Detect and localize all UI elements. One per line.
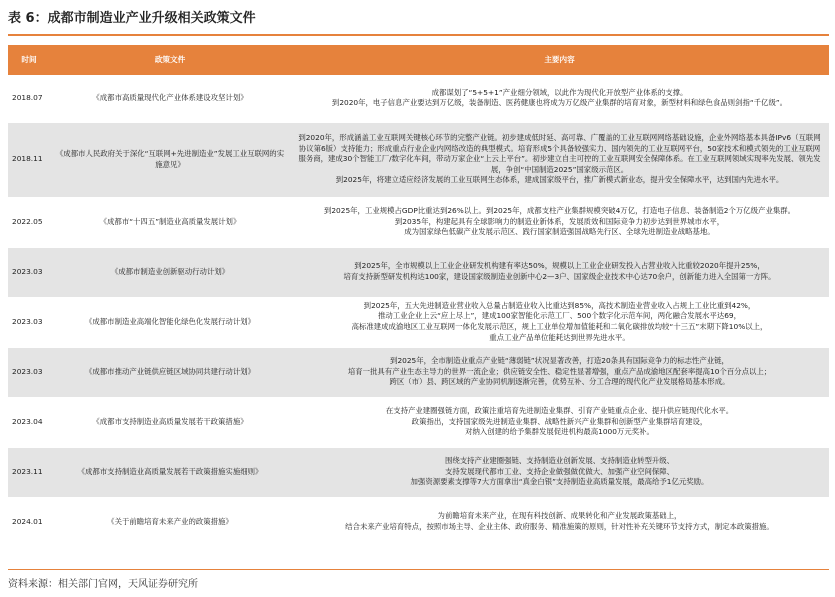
content-line: 为前瞻培育未来产业，在现有科技创新、成果转化和产业发展政策基础上， (437, 511, 682, 521)
header-policy-document: 政策文件 (50, 45, 290, 75)
content-line: 培育支持新型研发机构达100家，建设国家级制造业创新中心2—3户、国家级企业技术中心达70余户，创新能力进入全国第一方阵。 (343, 272, 776, 281)
content-line: 到2025年，将建立适应经济发展的工业互联网生态体系，建成国家级平台，推广新模式新业态，提升安全保障水平，达到国内先进水平。 (335, 175, 784, 185)
page-title: 表 6：成都市制造业产业升级相关政策文件 (8, 11, 256, 26)
content-line: 成为国家绿色低碳产业发展示范区、践行国家制造强国战略先行区、全球先进制造业战略基地。 (404, 227, 715, 237)
row-policy-document: 《成都市支持制造业高质量发展若干政策措施》 (50, 397, 290, 447)
table-row (8, 122, 829, 197)
row-main-content (290, 497, 829, 547)
content-line: 到2025年，全市制造业重点产业链“薄弱链”状况显著改善，打造20条具有国际竞争力的标志性产业链， (390, 356, 729, 366)
content-line: 加强资源要素支撑等7大方面拿出“真金白银”支持制造业高质量发展，最高给予1亿元奖励。 (410, 477, 709, 487)
row-time: 2023.03 (8, 247, 50, 297)
content-line: 到2035年，构建起具有全球影响力的制造业新体系，发展质效和国际竞争力初步达到世界城市水平， (394, 216, 725, 226)
content-line: 高标准建成成渝地区工业互联网一体化发展示范区，规上工业单位增加值能耗和二氧化碳排放均较“十三五”末期下降10%以上， (351, 322, 768, 331)
row-time: 2023.03 (8, 347, 50, 397)
content-line: 成都谋划了“5+5+1”产业细分领域，以此作为现代化开放型产业体系的支撑。 (431, 87, 688, 97)
content-line: 到2025年，五大先进制造业营业收入总量占制造业收入比重达到85%，高技术制造业营业收入占规上工业比重到42%， (363, 300, 756, 310)
content-line: 到2025年，工业规模占GDP比重达到26%以上。到2025年，成都支柱产业集群规模突破4万亿，打造电子信息、装备制造2个万亿级产业集群。 (323, 206, 796, 216)
row-main-content (290, 197, 829, 247)
table-row (8, 247, 829, 297)
header-time: 时间 (8, 45, 50, 75)
row-main-content (290, 75, 829, 122)
table-row (8, 447, 829, 497)
table-row (8, 197, 829, 247)
content-line: 到2020年，电子信息产业要达到万亿级，装备制造、医药健康也将成为万亿级产业集群的培育对象，新型材料和绿色食品则剑指“千亿级”。 (331, 98, 788, 108)
table-row (8, 347, 829, 397)
row-main-content (290, 397, 829, 447)
content-line: 结合未来产业培育特点，按照市场主导、企业主体、政府服务、精准施策的原则，针对性补充关键环节支持方式，制定本政策措施。 (345, 522, 774, 531)
content-line: 围绕支持产业建圈强链、支持制造业创新发展、支持制造业转型升级、 (444, 456, 675, 466)
row-time: 2023.04 (8, 397, 50, 447)
row-policy-document: 《成都市制造业高端化智能化绿色化发展行动计划》 (50, 297, 290, 347)
row-main-content (290, 297, 829, 347)
row-main-content (290, 247, 829, 297)
footer-divider (8, 569, 829, 570)
row-time: 2022.05 (8, 197, 50, 247)
row-policy-document: 《成都市人民政府关于深化“互联网+先进制造业”发展工业互联网的实施意见》 (50, 122, 290, 197)
content-line: 培育一批具有产业生态主导力的世界一流企业；供应链安全性、稳定性显著增强，重点产品成渝地区配套率提高10个百分点以上； (347, 366, 772, 376)
content-line: 重点工业产品单位能耗达到世界先进水平。 (489, 332, 630, 342)
source-note: 资料来源：相关部门官网，天风证券研究所 (8, 579, 198, 590)
content-line: 推动工业企业上云“应上尽上”，建成100家智能化示范工厂、500个数字化示范车间，两化融合发展水平达69， (377, 311, 742, 321)
content-line: 到2020年，形成涵盖工业互联网关键核心环节的完整产业链。初步建成低时延、高可靠、广覆盖的工业互联网网络基础设施，企业外网络基本具备IPv6（互联网协议第6版）支持能力；形成重点行业企业内网络改造的典型模式。培育形成5个具备较强实力、国内领先的工业互联网平台，50家技术和模式领先的工业互联网服务商，建成30个智能工厂/数字化车间，带动万家企业“上云上平台”。初步建立自主可控的工业互联网安全保障体系。在工业互联网领域实现率先发展、领先发展，争创“中国制造2025”国家级示范区。 (298, 133, 821, 174)
table-row (8, 397, 829, 447)
content-line: 支持发展现代都市工业、支持企业做强做优做大、加强产业空间保障、 (444, 466, 675, 476)
row-policy-document: 《成都市高质量现代化产业体系建设攻坚计划》 (50, 75, 290, 122)
table-row (8, 497, 829, 547)
title-divider (8, 34, 829, 36)
header-main-content: 主要内容 (290, 45, 829, 75)
row-time: 2023.03 (8, 297, 50, 347)
table-header (8, 45, 829, 75)
row-policy-document: 《成都市推动产业链供应链区域协同共建行动计划》 (50, 347, 290, 397)
row-main-content (290, 347, 829, 397)
row-main-content (290, 122, 829, 197)
table-row (8, 297, 829, 347)
content-line: 对纳入创建的给予集群发展促进机构最高1000万元奖补。 (465, 427, 654, 437)
row-time: 2018.11 (8, 122, 50, 197)
row-main-content (290, 447, 829, 497)
row-policy-document: 《成都市支持制造业高质量发展若干政策措施实施细则》 (50, 447, 290, 497)
table-body (8, 75, 829, 547)
row-policy-document: 《成都市制造业创新驱动行动计划》 (50, 247, 290, 297)
content-line: 跨区（市）县、跨区域的产业协同机制逐渐完善，优势互补、分工合理的现代化产业发展格局基本形成。 (389, 377, 730, 387)
row-time: 2024.01 (8, 497, 50, 547)
row-policy-document: 《成都市“十四五”制造业高质量发展计划》 (50, 197, 290, 247)
content-line: 政策指出，支持国家级先进制造业集群、战略性新兴产业集群和创新型产业集群培育建设， (411, 416, 708, 426)
row-policy-document: 《关于前瞻培育未来产业的政策措施》 (50, 497, 290, 547)
content-line: 在支持产业建圈强链方面，政策注重培育先进制造业集群、引育产业链重点企业、提升供应链现代化水平。 (385, 406, 734, 416)
policy-table (8, 45, 829, 548)
content-line: 到2025年，全市规模以上工业企业研发机构建有率达50%，规模以上工业企业研发投入占营业收入比重较2020年提升25%， (354, 261, 765, 271)
row-time: 2018.07 (8, 75, 50, 122)
row-time: 2023.11 (8, 447, 50, 497)
table-row (8, 75, 829, 122)
